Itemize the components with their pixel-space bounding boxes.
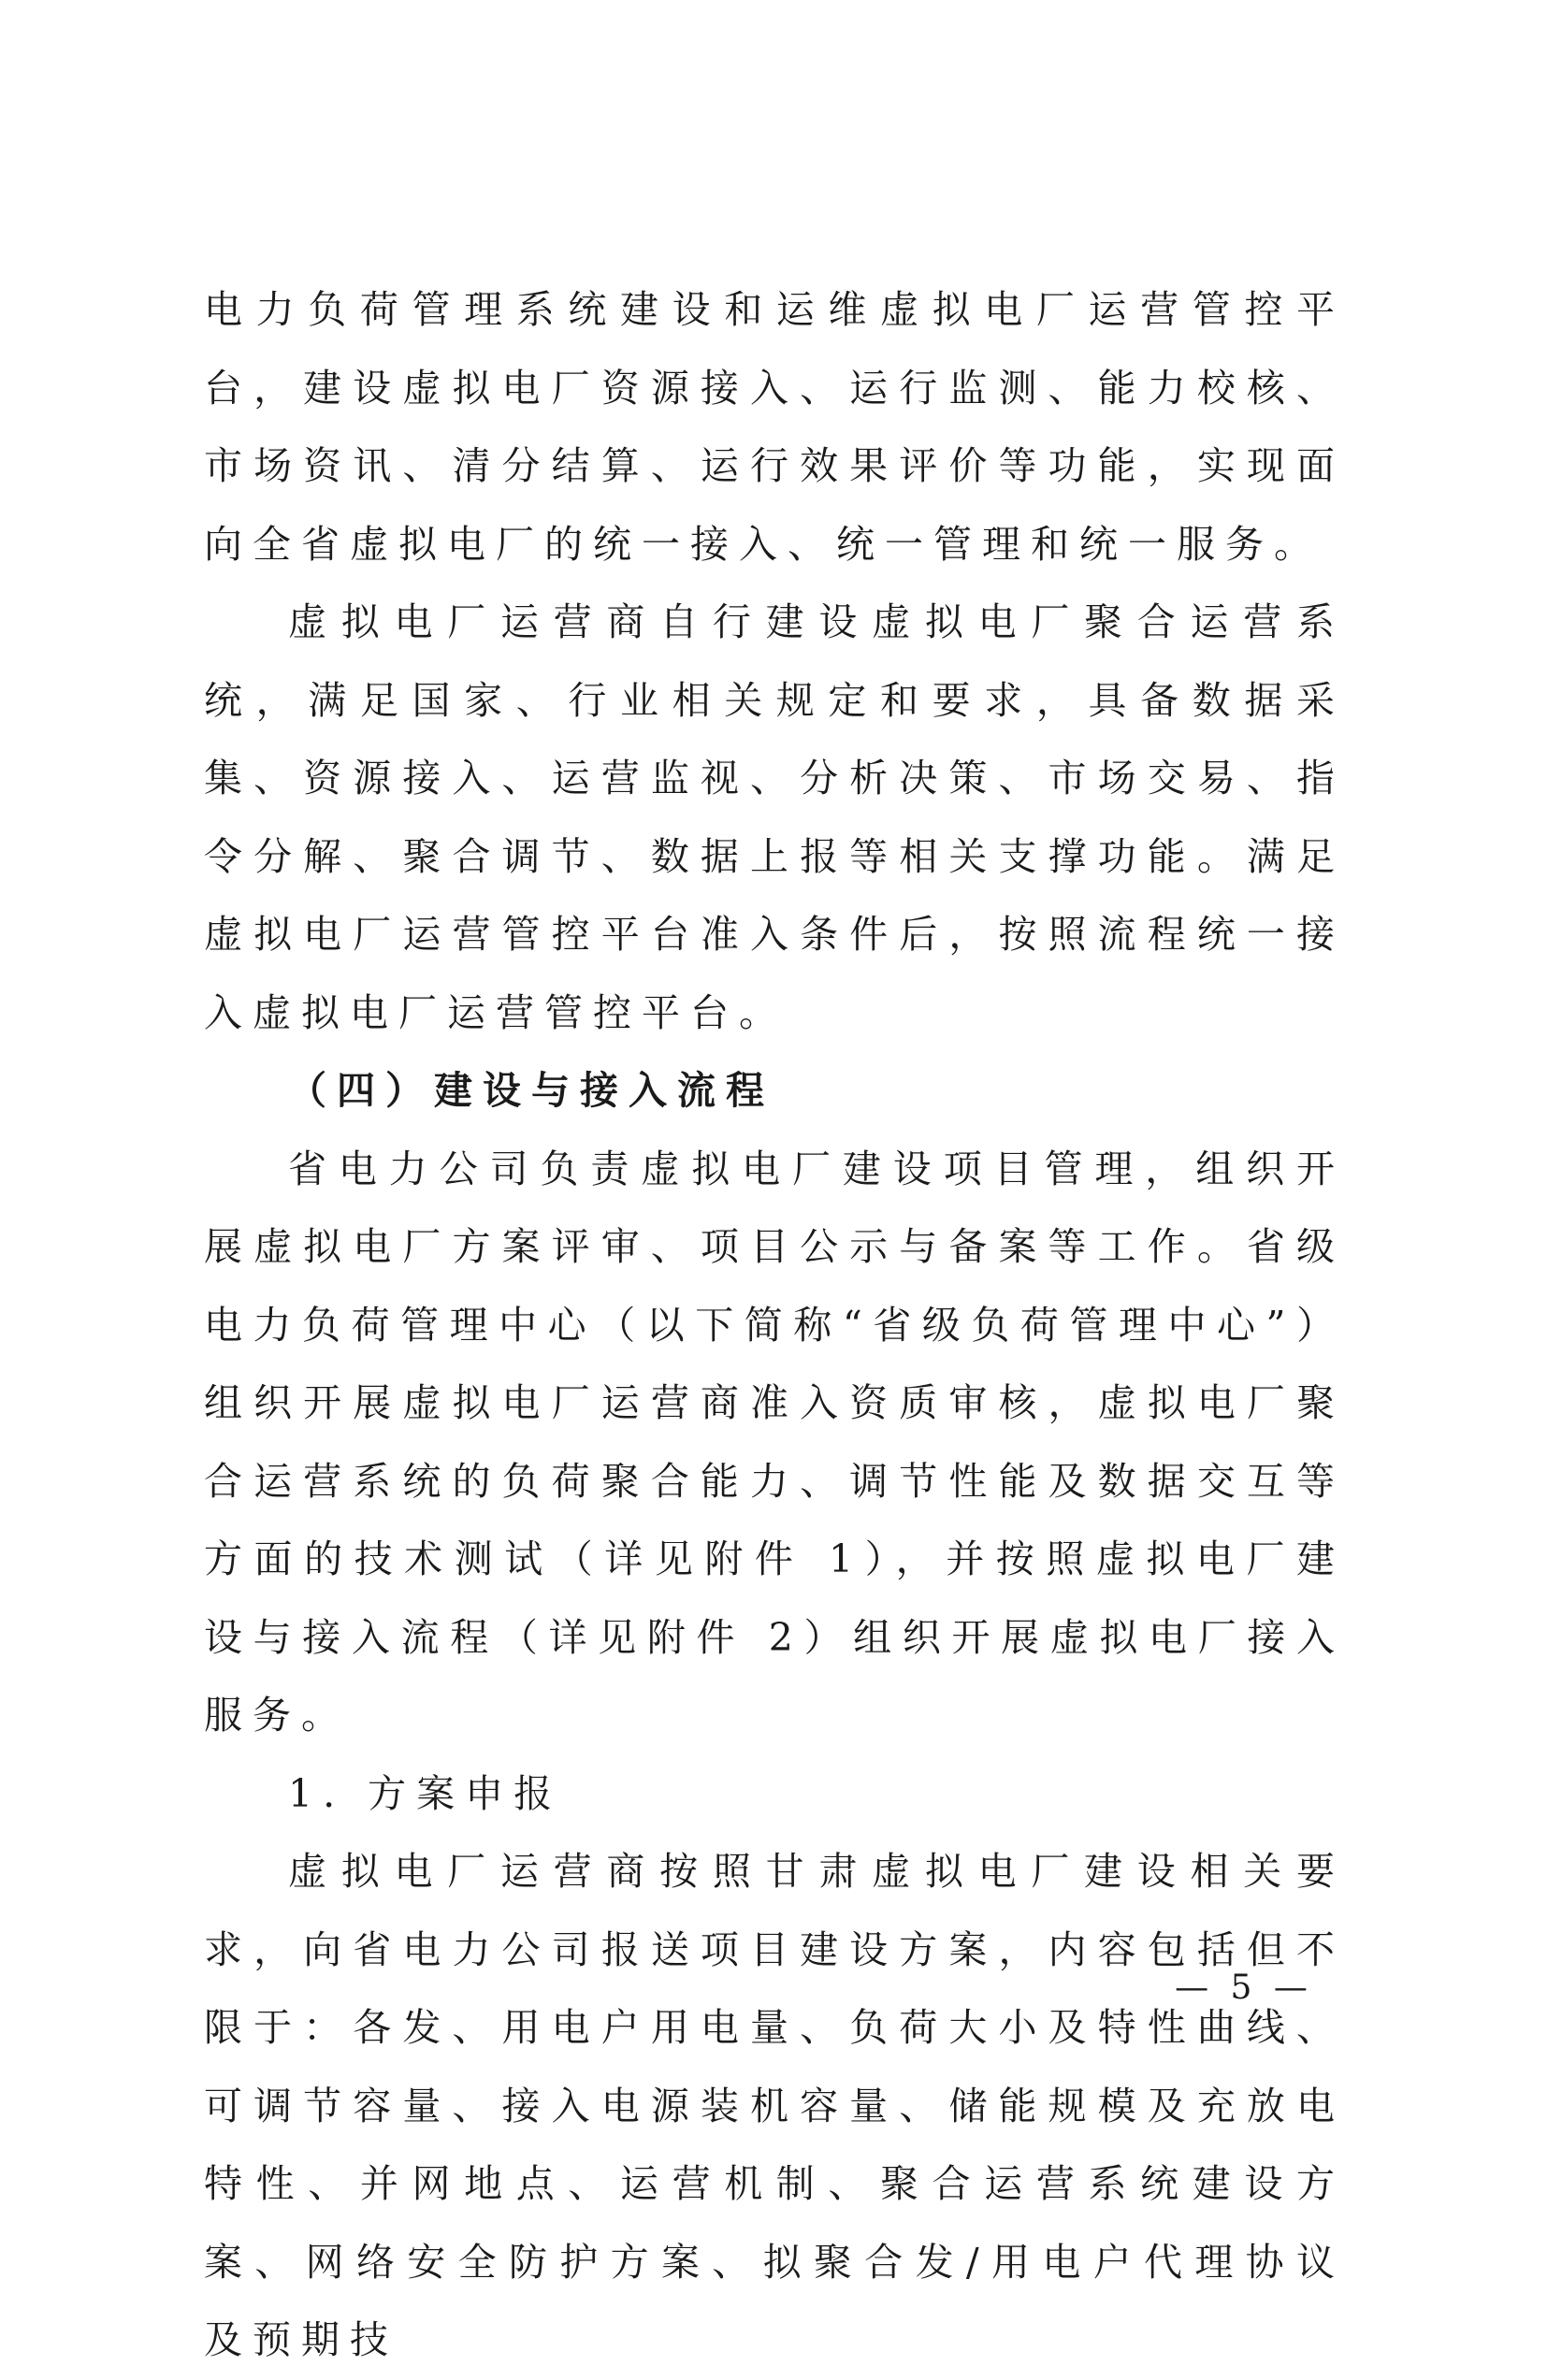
page-number: — 5 —	[1175, 1969, 1313, 2007]
paragraph-plan-submission: 虚拟电厂运营商按照甘肃虚拟电厂建设相关要求，向省电力公司报送项目建设方案，内容包括但不限于：各发、用电户用电量、负荷大小及特性曲线、可调节容量、接入电源装机容量、储能规模及充放电特性、并网地点、运营机制、聚合运营系统建设方案、网络安全防护方案、拟聚合发/用电户代理协议及预期技	[204, 1849, 1345, 2362]
body-text	[204, 271, 1345, 2380]
paragraph-platform-overview: 电力负荷管理系统建设和运维虚拟电厂运营管控平台，建设虚拟电厂资源接入、运行监测、能力校核、市场资讯、清分结算、运行效果评价等功能，实现面向全省虚拟电厂的统一接入、统一管理和统一服务。	[204, 287, 1345, 567]
paragraph-provincial-management: 省电力公司负责虚拟电厂建设项目管理，组织开展虚拟电厂方案评审、项目公示与备案等工作。省级电力负荷管理中心（以下简称“省级负荷管理中心”）组织开展虚拟电厂运营商准入资质审核，虚拟电厂聚合运营系统的负荷聚合能力、调节性能及数据交互等方面的技术测试（详见附件 1），并按照虚拟电厂建设与接入流程（详见附件 2）组织开展虚拟电厂接入服务。	[204, 1146, 1345, 1738]
subheading-plan-declaration: 1. 方案申报	[288, 1770, 563, 1816]
section-heading-construction-access: （四）建设与接入流程	[288, 1068, 774, 1113]
paragraph-operator-system: 虚拟电厂运营商自行建设虚拟电厂聚合运营系统，满足国家、行业相关规定和要求，具备数据采集、资源接入、运营监视、分析决策、市场交易、指令分解、聚合调节、数据上报等相关支撑功能。满足虚拟电厂运营管控平台准入条件后，按照流程统一接入虚拟电厂运营管控平台。	[204, 599, 1345, 1035]
